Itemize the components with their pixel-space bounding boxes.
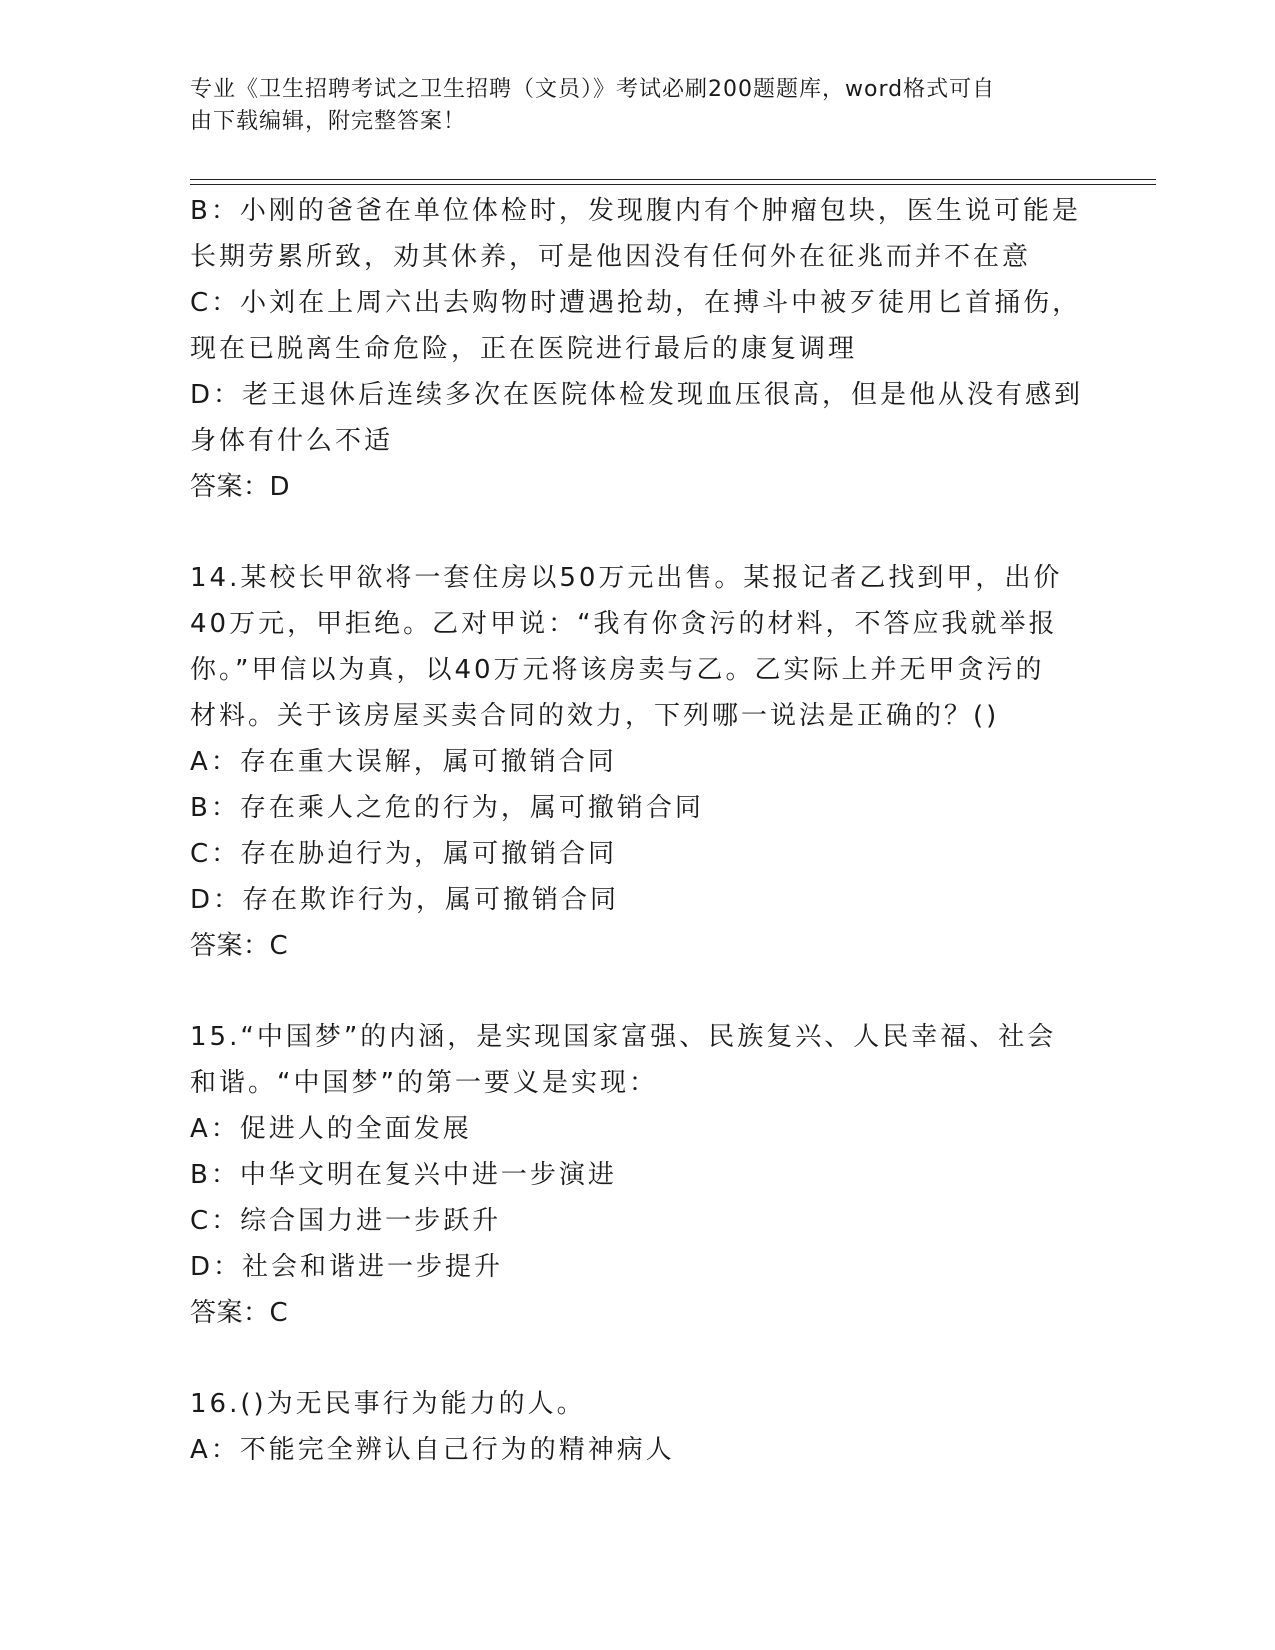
q15-option-d: D：社会和谐进一步提升 (190, 1252, 504, 1282)
header-divider-bottom (190, 184, 1156, 185)
question-16-block (190, 1381, 1090, 1473)
q14-option-b: B：存在乘人之危的行为，属可撤销合同 (190, 793, 704, 823)
q13-option-d-line-2: 身体有什么不适 (190, 426, 394, 456)
document-header (190, 74, 1080, 138)
q14-stem-line-1: 14.某校长甲欲将一套住房以50万元出售。某报记者乙找到甲，出价 (190, 563, 1063, 593)
q15-answer: 答案：C (190, 1298, 289, 1328)
q14-option-a: A：存在重大误解，属可撤销合同 (190, 747, 617, 777)
header-line-1: 专业《卫生招聘考试之卫生招聘（文员）》考试必刷200题题库，word格式可自 (190, 77, 996, 102)
q16-option-a: A：不能完全辨认自己行为的精神病人 (190, 1435, 675, 1465)
q13-answer: 答案：D (190, 472, 291, 502)
q15-stem-line-2: 和谐。“中国梦”的第一要义是实现： (190, 1068, 658, 1098)
q14-stem-line-3: 你。”甲信以为真，以40万元将该房卖与乙。乙实际上并无甲贪污的 (190, 655, 1045, 685)
q15-option-b: B：中华文明在复兴中进一步演进 (190, 1160, 617, 1190)
q14-stem-line-2: 40万元，甲拒绝。乙对甲说：“我有你贪污的材料，不答应我就举报 (190, 609, 1058, 639)
q14-answer: 答案：C (190, 931, 289, 961)
question-15-block (190, 1014, 1090, 1336)
q13-option-b-line-1: B：小刚的爸爸在单位体检时，发现腹内有个肿瘤包块，医生说可能是 (190, 196, 1081, 226)
spacer (190, 969, 1090, 1014)
q15-option-a: A：促进人的全面发展 (190, 1114, 472, 1144)
header-line-2: 由下载编辑，附完整答案！ (190, 109, 467, 134)
q13-option-c-line-2: 现在已脱离生命危险，正在医院进行最后的康复调理 (190, 334, 858, 364)
q13-option-d-line-1: D：老王退休后连续多次在医院体检发现血压很高，但是他从没有感到 (190, 380, 1084, 410)
question-content (190, 188, 1090, 1473)
q13-option-b-line-2: 长期劳累所致，劝其休养，可是他因没有任何外在征兆而并不在意 (190, 242, 1032, 272)
q14-option-d: D：存在欺诈行为，属可撤销合同 (190, 885, 620, 915)
q15-stem-line-1: 15.“中国梦”的内涵，是实现国家富强、民族复兴、人民幸福、社会 (190, 1022, 1057, 1052)
q15-option-c: C：综合国力进一步跃升 (190, 1206, 502, 1236)
q14-stem-line-4: 材料。关于该房屋买卖合同的效力，下列哪一说法是正确的？() (190, 701, 1000, 731)
spacer (190, 510, 1090, 555)
question-14-block (190, 555, 1090, 969)
q16-stem-line-1: 16.()为无民事行为能力的人。 (190, 1389, 586, 1419)
q14-option-c: C：存在胁迫行为，属可撤销合同 (190, 839, 618, 869)
header-divider-top (190, 179, 1156, 180)
q13-option-c-line-1: C：小刘在上周六出去购物时遭遇抢劫，在搏斗中被歹徒用匕首捅伤， (190, 288, 1082, 318)
question-13-block (190, 188, 1090, 510)
spacer (190, 1336, 1090, 1381)
